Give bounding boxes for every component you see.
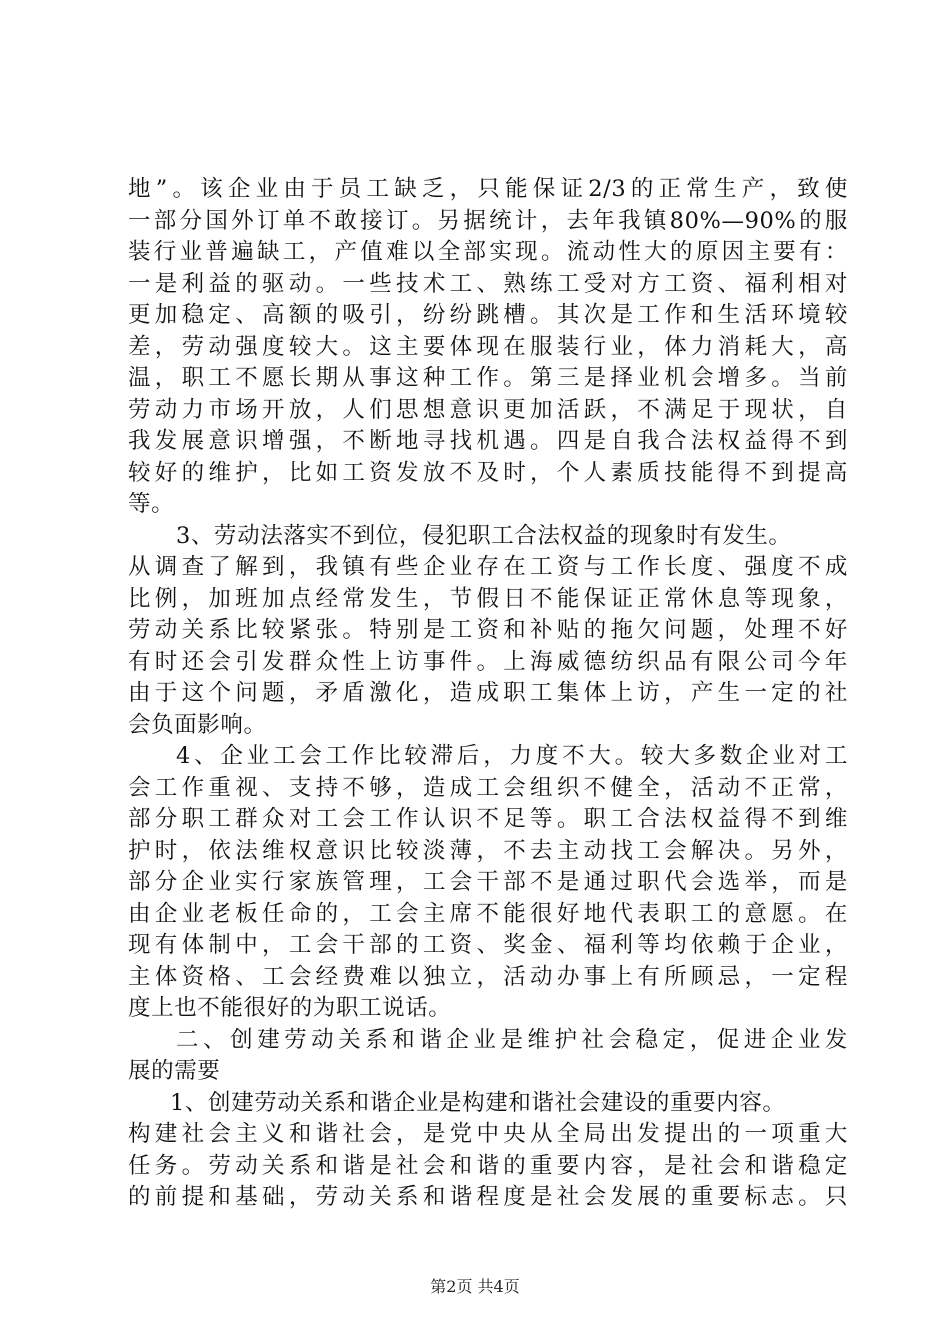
text-line: 任务。劳动关系和谐是社会和谐的重要内容，是社会和谐稳定 <box>128 1152 848 1179</box>
page-number-footer: 第2页 共4页 <box>430 1277 520 1296</box>
text-line: 主体资格、工会经费难以独立，活动办事上有所顾忌，一定程 <box>128 963 848 990</box>
text-line: 的前提和基础，劳动关系和谐程度是社会发展的重要标志。只 <box>128 1184 848 1210</box>
text-line: 3、劳动法落实不到位，侵犯职工合法权益的现象时有发生。 <box>176 522 792 549</box>
paragraph-union-work <box>128 741 848 1025</box>
text-line: 劳动关系比较紧张。特别是工资和补贴的拖欠问题，处理不好 <box>128 617 848 643</box>
text-line: 劳动力市场开放，人们思想意识更加活跃，不满足于现状，自 <box>128 396 848 423</box>
text-line: 度上也不能很好的为职工说话。 <box>128 995 452 1021</box>
text-line: 差，劳动强度较大。这主要体现在服装行业，体力消耗大，高 <box>128 333 848 360</box>
text-line: 会负面影响。 <box>128 711 267 738</box>
text-line: 更加稳定、高额的吸引，纷纷跳槽。其次是工作和生活环境较 <box>128 302 848 328</box>
text-line: 部分企业实行家族管理，工会干部不是通过职代会选举，而是 <box>128 869 848 895</box>
text-line: 4、企业工会工作比较滞后，力度不大。较大多数企业对工 <box>176 743 848 769</box>
text-line: 由于这个问题，矛盾激化，造成职工集体上访，产生一定的社 <box>128 680 848 706</box>
document-body <box>128 174 848 1214</box>
heading-line: 二、创建劳动关系和谐企业是维护社会稳定，促进企业发 <box>176 1026 848 1053</box>
paragraph-continuation <box>128 174 848 521</box>
text-line: 会工作重视、支持不够，造成工会组织不健全，活动不正常， <box>128 774 848 801</box>
text-line: 现有体制中，工会干部的工资、奖金、福利等均依赖于企业， <box>128 932 848 958</box>
paragraph-harmony <box>128 1088 848 1214</box>
text-line: 比例，加班加点经常发生，节假日不能保证正常休息等现象， <box>128 585 848 612</box>
text-line: 1、创建劳动关系和谐企业是构建和谐社会建设的重要内容。 <box>170 1089 786 1116</box>
text-line: 有时还会引发群众性上访事件。上海威德纺织品有限公司今年 <box>128 648 848 675</box>
paragraph-labor-law <box>128 521 848 742</box>
text-line: 温，职工不愿长期从事这种工作。第三是择业机会增多。当前 <box>128 365 848 391</box>
text-line: 我发展意识增强，不断地寻找机遇。四是自我合法权益得不到 <box>128 428 848 454</box>
text-line: 由企业老板任命的，工会主席不能很好地代表职工的意愿。在 <box>128 900 848 927</box>
text-line: 地”。该企业由于员工缺乏，只能保证2/3的正常生产，致使 <box>128 176 848 202</box>
text-line: 一是利益的驱动。一些技术工、熟练工受对方工资、福利相对 <box>128 270 848 297</box>
text-line: 一部分国外订单不敢接订。另据统计，去年我镇80%—90%的服 <box>128 207 848 234</box>
text-line: 较好的维护，比如工资发放不及时，个人素质技能得不到提高 <box>128 459 848 486</box>
text-line: 从调查了解到，我镇有些企业存在工资与工作长度、强度不成 <box>128 554 848 580</box>
text-line: 装行业普遍缺工，产值难以全部实现。流动性大的原因主要有： <box>128 239 848 265</box>
text-line: 等。 <box>128 491 175 517</box>
text-line: 护时，依法维权意识比较淡薄，不去主动找工会解决。另外， <box>128 837 848 864</box>
text-line: 部分职工群众对工会工作认识不足等。职工合法权益得不到维 <box>128 806 848 832</box>
text-line: 构建社会主义和谐社会，是党中央从全局出发提出的一项重大 <box>128 1121 848 1147</box>
section-heading <box>128 1025 848 1088</box>
heading-line: 展的需要 <box>128 1058 221 1084</box>
